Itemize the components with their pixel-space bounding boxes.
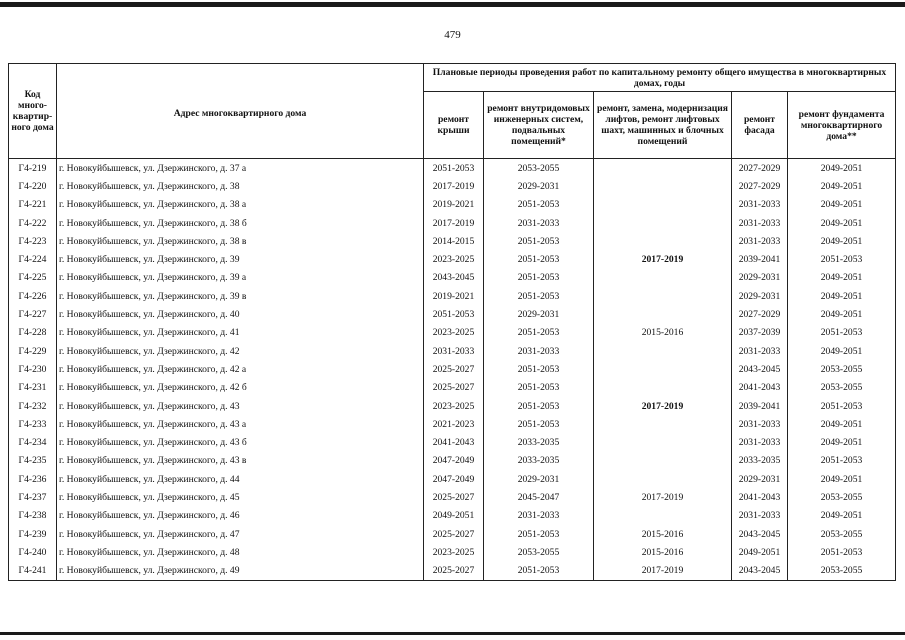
cell-code: Г4-234 — [9, 433, 57, 451]
cell-facade: 2029-2031 — [732, 470, 788, 488]
cell-address: г. Новокуйбышевск, ул. Дзержинского, д. 47 — [57, 525, 424, 543]
cell-facade: 2043-2045 — [732, 360, 788, 378]
cell-roof: 2051-2053 — [424, 305, 484, 323]
cell-facade: 2031-2033 — [732, 232, 788, 250]
cell-roof: 2041-2043 — [424, 433, 484, 451]
cell-systems: 2033-2035 — [484, 452, 594, 470]
table-header — [9, 64, 896, 159]
cell-code: Г4-226 — [9, 287, 57, 305]
cell-foundation: 2051-2053 — [788, 452, 896, 470]
table-row — [9, 379, 896, 397]
cell-code: Г4-220 — [9, 177, 57, 195]
cell-facade: 2037-2039 — [732, 324, 788, 342]
cell-address: г. Новокуйбышевск, ул. Дзержинского, д. 43 б — [57, 433, 424, 451]
cell-elevators — [594, 287, 732, 305]
cell-elevators — [594, 269, 732, 287]
top-rule — [0, 2, 905, 7]
table-body — [9, 159, 896, 581]
cell-facade: 2031-2033 — [732, 415, 788, 433]
cell-foundation: 2049-2051 — [788, 433, 896, 451]
cell-facade: 2041-2043 — [732, 488, 788, 506]
cell-foundation: 2049-2051 — [788, 305, 896, 323]
cell-code: Г4-237 — [9, 488, 57, 506]
cell-code: Г4-235 — [9, 452, 57, 470]
cell-elevators: 2017-2019 — [594, 250, 732, 268]
cell-foundation: 2049-2051 — [788, 159, 896, 178]
cell-elevators — [594, 507, 732, 525]
cell-address: г. Новокуйбышевск, ул. Дзержинского, д. 42 а — [57, 360, 424, 378]
cell-facade: 2033-2035 — [732, 452, 788, 470]
table-row — [9, 433, 896, 451]
cell-code: Г4-233 — [9, 415, 57, 433]
table-row — [9, 360, 896, 378]
table-row — [9, 342, 896, 360]
cell-systems: 2051-2053 — [484, 360, 594, 378]
cell-systems: 2031-2033 — [484, 342, 594, 360]
cell-foundation: 2051-2053 — [788, 397, 896, 415]
cell-foundation: 2049-2051 — [788, 232, 896, 250]
header-code: Код много-квартир-ного дома — [9, 64, 57, 159]
table-row — [9, 269, 896, 287]
cell-roof: 2023-2025 — [424, 543, 484, 561]
cell-elevators — [594, 379, 732, 397]
cell-foundation: 2049-2051 — [788, 342, 896, 360]
cell-systems: 2051-2053 — [484, 397, 594, 415]
cell-elevators — [594, 232, 732, 250]
cell-elevators — [594, 305, 732, 323]
cell-facade: 2043-2045 — [732, 562, 788, 581]
cell-elevators — [594, 433, 732, 451]
cell-roof: 2019-2021 — [424, 196, 484, 214]
cell-facade: 2027-2029 — [732, 305, 788, 323]
cell-elevators: 2017-2019 — [594, 488, 732, 506]
cell-foundation: 2049-2051 — [788, 214, 896, 232]
header-systems: ремонт внутридомовых инженерных систем, подвальных помещений* — [484, 92, 594, 159]
header-roof: ремонт крыши — [424, 92, 484, 159]
cell-roof: 2025-2027 — [424, 488, 484, 506]
cell-roof: 2014-2015 — [424, 232, 484, 250]
cell-systems: 2051-2053 — [484, 287, 594, 305]
cell-roof: 2023-2025 — [424, 397, 484, 415]
cell-address: г. Новокуйбышевск, ул. Дзержинского, д. 38 а — [57, 196, 424, 214]
cell-roof: 2043-2045 — [424, 269, 484, 287]
table-row — [9, 543, 896, 561]
cell-facade: 2029-2031 — [732, 269, 788, 287]
cell-code: Г4-222 — [9, 214, 57, 232]
cell-address: г. Новокуйбышевск, ул. Дзержинского, д. 46 — [57, 507, 424, 525]
cell-address: г. Новокуйбышевск, ул. Дзержинского, д. 42 б — [57, 379, 424, 397]
cell-code: Г4-224 — [9, 250, 57, 268]
cell-elevators — [594, 360, 732, 378]
cell-foundation: 2049-2051 — [788, 507, 896, 525]
cell-systems: 2051-2053 — [484, 250, 594, 268]
cell-foundation: 2049-2051 — [788, 196, 896, 214]
cell-roof: 2049-2051 — [424, 507, 484, 525]
cell-facade: 2029-2031 — [732, 287, 788, 305]
cell-systems: 2029-2031 — [484, 470, 594, 488]
cell-address: г. Новокуйбышевск, ул. Дзержинского, д. 39 а — [57, 269, 424, 287]
table-row — [9, 415, 896, 433]
cell-foundation: 2049-2051 — [788, 470, 896, 488]
cell-address: г. Новокуйбышевск, ул. Дзержинского, д. 49 — [57, 562, 424, 581]
table-row — [9, 232, 896, 250]
table-row — [9, 452, 896, 470]
cell-systems: 2053-2055 — [484, 159, 594, 178]
cell-systems: 2053-2055 — [484, 543, 594, 561]
cell-code: Г4-232 — [9, 397, 57, 415]
cell-roof: 2023-2025 — [424, 324, 484, 342]
cell-elevators — [594, 342, 732, 360]
cell-facade: 2039-2041 — [732, 250, 788, 268]
cell-roof: 2017-2019 — [424, 214, 484, 232]
cell-roof: 2025-2027 — [424, 562, 484, 581]
cell-roof: 2047-2049 — [424, 470, 484, 488]
cell-systems: 2051-2053 — [484, 562, 594, 581]
cell-systems: 2029-2031 — [484, 305, 594, 323]
cell-facade: 2027-2029 — [732, 159, 788, 178]
cell-facade: 2031-2033 — [732, 342, 788, 360]
table-row — [9, 470, 896, 488]
cell-code: Г4-236 — [9, 470, 57, 488]
cell-foundation: 2053-2055 — [788, 525, 896, 543]
page-number: 479 — [444, 29, 461, 41]
cell-facade: 2031-2033 — [732, 214, 788, 232]
table-row — [9, 525, 896, 543]
cell-address: г. Новокуйбышевск, ул. Дзержинского, д. 38 в — [57, 232, 424, 250]
cell-code: Г4-240 — [9, 543, 57, 561]
cell-facade: 2043-2045 — [732, 525, 788, 543]
cell-address: г. Новокуйбышевск, ул. Дзержинского, д. 45 — [57, 488, 424, 506]
table-row — [9, 562, 896, 581]
table-row — [9, 214, 896, 232]
cell-code: Г4-219 — [9, 159, 57, 178]
cell-facade: 2039-2041 — [732, 397, 788, 415]
cell-facade: 2031-2033 — [732, 433, 788, 451]
cell-address: г. Новокуйбышевск, ул. Дзержинского, д. 43 в — [57, 452, 424, 470]
cell-systems: 2029-2031 — [484, 177, 594, 195]
cell-address: г. Новокуйбышевск, ул. Дзержинского, д. 42 — [57, 342, 424, 360]
table-row — [9, 488, 896, 506]
cell-roof: 2019-2021 — [424, 287, 484, 305]
cell-roof: 2047-2049 — [424, 452, 484, 470]
cell-elevators — [594, 452, 732, 470]
table-row — [9, 324, 896, 342]
bottom-rule — [0, 632, 905, 635]
cell-systems: 2033-2035 — [484, 433, 594, 451]
cell-systems: 2051-2053 — [484, 379, 594, 397]
cell-address: г. Новокуйбышевск, ул. Дзержинского, д. 39 — [57, 250, 424, 268]
cell-facade: 2041-2043 — [732, 379, 788, 397]
cell-systems: 2031-2033 — [484, 214, 594, 232]
cell-elevators: 2015-2016 — [594, 543, 732, 561]
table-row — [9, 507, 896, 525]
cell-foundation: 2049-2051 — [788, 269, 896, 287]
cell-foundation: 2053-2055 — [788, 562, 896, 581]
cell-systems: 2031-2033 — [484, 507, 594, 525]
cell-facade: 2031-2033 — [732, 507, 788, 525]
cell-address: г. Новокуйбышевск, ул. Дзержинского, д. 41 — [57, 324, 424, 342]
cell-elevators: 2017-2019 — [594, 397, 732, 415]
cell-elevators — [594, 214, 732, 232]
cell-foundation: 2051-2053 — [788, 250, 896, 268]
cell-code: Г4-229 — [9, 342, 57, 360]
cell-facade: 2049-2051 — [732, 543, 788, 561]
cell-foundation: 2051-2053 — [788, 324, 896, 342]
cell-systems: 2045-2047 — [484, 488, 594, 506]
cell-roof: 2017-2019 — [424, 177, 484, 195]
cell-roof: 2023-2025 — [424, 250, 484, 268]
cell-facade: 2031-2033 — [732, 196, 788, 214]
cell-elevators — [594, 159, 732, 178]
table-row — [9, 196, 896, 214]
cell-roof: 2025-2027 — [424, 379, 484, 397]
cell-foundation: 2051-2053 — [788, 543, 896, 561]
cell-code: Г4-231 — [9, 379, 57, 397]
cell-elevators: 2017-2019 — [594, 562, 732, 581]
cell-elevators — [594, 196, 732, 214]
cell-address: г. Новокуйбышевск, ул. Дзержинского, д. 43 — [57, 397, 424, 415]
cell-roof: 2021-2023 — [424, 415, 484, 433]
cell-foundation: 2053-2055 — [788, 360, 896, 378]
cell-roof: 2025-2027 — [424, 525, 484, 543]
cell-code: Г4-223 — [9, 232, 57, 250]
cell-code: Г4-238 — [9, 507, 57, 525]
cell-facade: 2027-2029 — [732, 177, 788, 195]
header-address: Адрес многоквартирного дома — [57, 64, 424, 159]
cell-code: Г4-239 — [9, 525, 57, 543]
table-row — [9, 159, 896, 178]
cell-foundation: 2049-2051 — [788, 177, 896, 195]
cell-systems: 2051-2053 — [484, 415, 594, 433]
cell-foundation: 2053-2055 — [788, 488, 896, 506]
cell-address: г. Новокуйбышевск, ул. Дзержинского, д. 39 в — [57, 287, 424, 305]
cell-address: г. Новокуйбышевск, ул. Дзержинского, д. 37 а — [57, 159, 424, 178]
cell-roof: 2051-2053 — [424, 159, 484, 178]
cell-systems: 2051-2053 — [484, 269, 594, 287]
cell-elevators — [594, 177, 732, 195]
cell-code: Г4-241 — [9, 562, 57, 581]
cell-address: г. Новокуйбышевск, ул. Дзержинского, д. 38 — [57, 177, 424, 195]
cell-elevators: 2015-2016 — [594, 324, 732, 342]
cell-address: г. Новокуйбышевск, ул. Дзержинского, д. 40 — [57, 305, 424, 323]
table-row — [9, 397, 896, 415]
cell-systems: 2051-2053 — [484, 525, 594, 543]
cell-elevators: 2015-2016 — [594, 525, 732, 543]
cell-foundation: 2049-2051 — [788, 287, 896, 305]
cell-foundation: 2049-2051 — [788, 415, 896, 433]
cell-code: Г4-230 — [9, 360, 57, 378]
cell-code: Г4-221 — [9, 196, 57, 214]
cell-code: Г4-225 — [9, 269, 57, 287]
cell-roof: 2025-2027 — [424, 360, 484, 378]
cell-address: г. Новокуйбышевск, ул. Дзержинского, д. 48 — [57, 543, 424, 561]
header-foundation: ремонт фундамента многоквартирного дома** — [788, 92, 896, 159]
header-facade: ремонт фасада — [732, 92, 788, 159]
cell-code: Г4-227 — [9, 305, 57, 323]
table-row — [9, 250, 896, 268]
cell-elevators — [594, 415, 732, 433]
repair-schedule-table — [8, 63, 896, 581]
cell-address: г. Новокуйбышевск, ул. Дзержинского, д. 44 — [57, 470, 424, 488]
header-group: Плановые периоды проведения работ по капитальному ремонту общего имущества в многоквартирных домах, годы — [424, 64, 896, 92]
table-row — [9, 287, 896, 305]
cell-systems: 2051-2053 — [484, 324, 594, 342]
cell-address: г. Новокуйбышевск, ул. Дзержинского, д. 38 б — [57, 214, 424, 232]
table-row — [9, 305, 896, 323]
cell-systems: 2051-2053 — [484, 196, 594, 214]
cell-elevators — [594, 470, 732, 488]
header-elevators: ремонт, замена, модернизация лифтов, ремонт лифтовых шахт, машинных и блочных помещений — [594, 92, 732, 159]
table-row — [9, 177, 896, 195]
cell-foundation: 2053-2055 — [788, 379, 896, 397]
cell-systems: 2051-2053 — [484, 232, 594, 250]
cell-code: Г4-228 — [9, 324, 57, 342]
cell-roof: 2031-2033 — [424, 342, 484, 360]
cell-address: г. Новокуйбышевск, ул. Дзержинского, д. 43 а — [57, 415, 424, 433]
